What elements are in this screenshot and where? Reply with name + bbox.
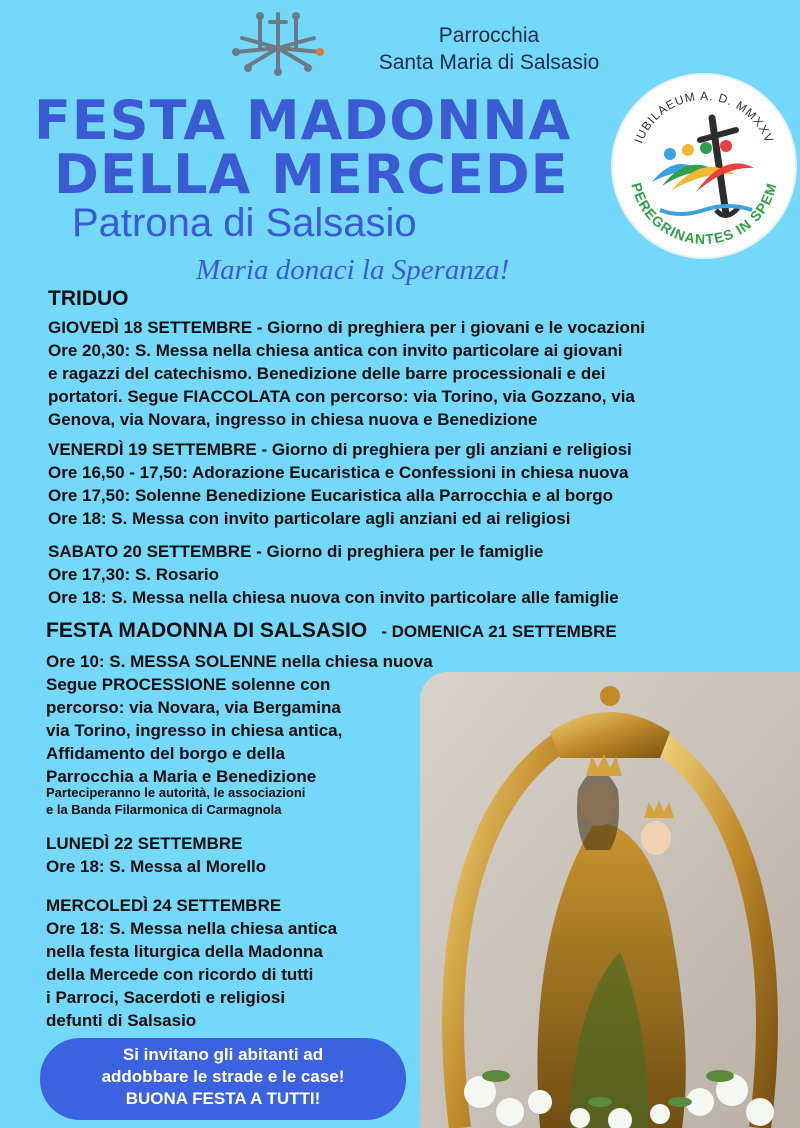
wednesday-line: nella festa liturgica della Madonna bbox=[46, 942, 323, 961]
parish-line2: Santa Maria di Salsasio bbox=[378, 51, 600, 74]
invite-line: Si invitano gli abitanti ad bbox=[122, 1045, 324, 1064]
parish-line1: Parrocchia bbox=[438, 24, 540, 47]
title-line1: FESTA MADONNA bbox=[34, 89, 572, 152]
wednesday-line: Ore 18: S. Messa nella chiesa antica bbox=[46, 919, 338, 938]
festa-line: Affidamento del borgo e della bbox=[46, 744, 285, 763]
wednesday-line: MERCOLEDÌ 24 SETTEMBRE bbox=[46, 896, 282, 915]
friday-line: Ore 18: S. Messa con invito particolare agli anziani ed ai religiosi bbox=[48, 509, 571, 528]
thursday-line: Genova, via Novara, ingresso in chiesa nuova e Benedizione bbox=[48, 410, 538, 429]
invite-line: addobbare le strade e le case! bbox=[101, 1067, 345, 1086]
festa-line: Segue PROCESSIONE solenne con bbox=[46, 675, 331, 694]
wednesday-line: defunti di Salsasio bbox=[46, 1011, 197, 1030]
triduo-heading: TRIDUO bbox=[48, 287, 129, 310]
wednesday-line: della Mercede con ricordo di tutti bbox=[46, 965, 314, 984]
jubilee-top-text: IUBILAEUM A. D. MMXXV bbox=[631, 88, 777, 146]
wednesday-line: i Parroci, Sacerdoti e religiosi bbox=[46, 988, 286, 1007]
thursday-line: GIOVEDÌ 18 SETTEMBRE - Giorno di preghiera per i giovani e le vocazioni bbox=[48, 318, 646, 337]
thursday-line: portatori. Segue FIACCOLATA con percorso: via Torino, via Gozzano, via bbox=[48, 387, 635, 406]
festa-note bbox=[46, 784, 305, 818]
festa-line: percorso: via Novara, via Bergamina bbox=[46, 698, 341, 717]
saturday-line: Ore 18: S. Messa nella chiesa nuova con invito particolare alle famiglie bbox=[48, 588, 619, 607]
festa-heading bbox=[46, 618, 617, 645]
festa-line: via Torino, ingresso in chiesa antica, bbox=[46, 721, 343, 740]
thursday-block bbox=[48, 316, 645, 431]
thursday-line: e ragazzi del catechismo. Benedizione delle barre processionali e dei bbox=[48, 364, 606, 383]
title-line2: DELLA MERCEDE bbox=[54, 143, 569, 206]
jubilee-bottom-text: PEREGRINANTES IN SPEM bbox=[628, 180, 780, 248]
friday-block bbox=[48, 438, 632, 530]
monday-line: LUNEDÌ 22 SETTEMBRE bbox=[46, 834, 243, 853]
festa-note-line: e la Banda Filarmonica di Carmagnola bbox=[46, 802, 282, 817]
saturday-line: Ore 17,30: S. Rosario bbox=[48, 565, 220, 584]
friday-line: Ore 16,50 - 17,50: Adorazione Eucaristica e Confessioni in chiesa nuova bbox=[48, 463, 629, 482]
invitation-banner bbox=[40, 1038, 406, 1120]
festa-line: Parrocchia a Maria e Benedizione bbox=[46, 767, 317, 786]
friday-line: Ore 17,50: Solenne Benedizione Eucaristica alla Parrocchia e al borgo bbox=[48, 486, 613, 505]
invite-line: BUONA FESTA A TUTTI! bbox=[125, 1089, 321, 1108]
festa-date: - DOMENICA 21 SETTEMBRE bbox=[381, 622, 617, 641]
friday-line: VENERDÌ 19 SETTEMBRE - Giorno di preghiera per gli anziani e religiosi bbox=[48, 440, 632, 459]
wednesday-block bbox=[46, 894, 337, 1032]
monday-line: Ore 18: S. Messa al Morello bbox=[46, 857, 267, 876]
subtitle: Patrona di Salsasio bbox=[72, 201, 417, 245]
festa-line: Ore 10: S. MESSA SOLENNE nella chiesa nuova bbox=[46, 652, 433, 671]
saturday-line: SABATO 20 SETTEMBRE - Giorno di preghiera per le famiglie bbox=[48, 542, 544, 561]
monday-block bbox=[46, 832, 266, 878]
parish-logo-icon bbox=[222, 8, 334, 80]
thursday-line: Ore 20,30: S. Messa nella chiesa antica con invito particolare ai giovani bbox=[48, 341, 623, 360]
motto: Maria donaci la Speranza! bbox=[196, 254, 510, 286]
madonna-statue-photo bbox=[420, 672, 800, 1128]
saturday-block bbox=[48, 540, 619, 609]
jubilee-logo bbox=[608, 70, 800, 262]
parish-name bbox=[330, 22, 648, 76]
festa-note-line: Parteciperanno le autorità, le associazioni bbox=[46, 785, 306, 800]
festa-title: FESTA MADONNA DI SALSASIO bbox=[46, 619, 368, 642]
festa-block bbox=[46, 650, 433, 788]
